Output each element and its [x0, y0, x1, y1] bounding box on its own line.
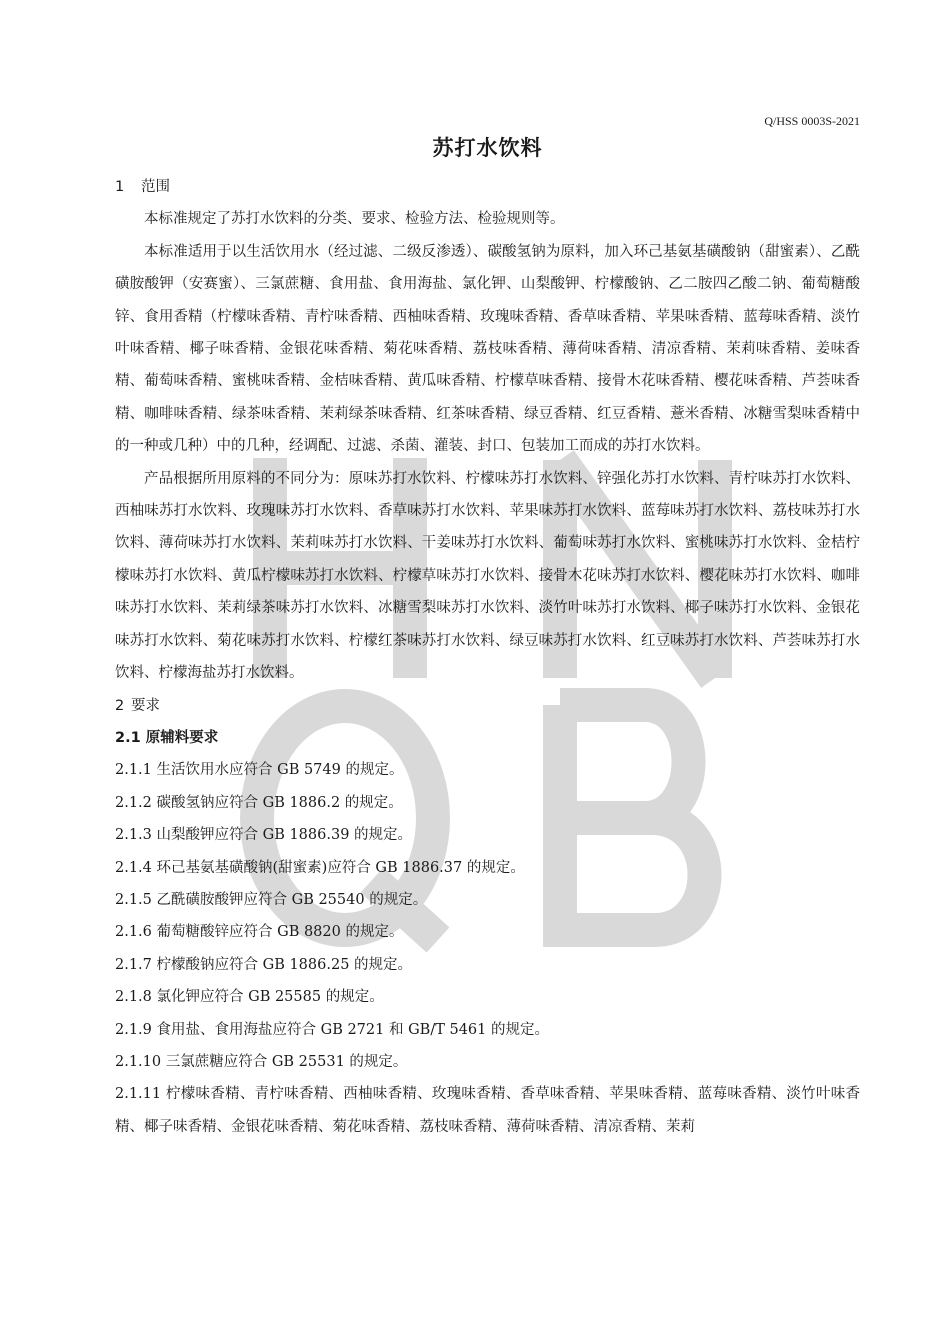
requirement-item: 2.1.11 柠檬味香精、青柠味香精、西柚味香精、玫瑰味香精、香草味香精、苹果味香精、蓝莓味香精、淡竹叶味香精、椰子味香精、金银花味香精、菊花味香精、荔枝味香精、薄荷味香精、清凉香精、茉莉: [115, 1086, 860, 1135]
requirement-item: 2.1.10 三氯蔗糖应符合 GB 25531 的规定。: [115, 1053, 408, 1070]
requirement-item: 2.1.7 柠檬酸钠应符合 GB 1886.25 的规定。: [115, 956, 413, 973]
requirement-item: 2.1.8 氯化钾应符合 GB 25585 的规定。: [115, 989, 384, 1006]
requirement-item: 2.1.5 乙酰磺胺酸钾应符合 GB 25540 的规定。: [115, 891, 428, 908]
requirement-item: 2.1.2 碳酸氢钠应符合 GB 1886.2 的规定。: [115, 794, 403, 811]
section-requirements-heading: [115, 690, 860, 722]
requirement-item: 2.1.1 生活饮用水应符合 GB 5749 的规定。: [115, 762, 404, 779]
scope-paragraph: 本标准规定了苏打水饮料的分类、要求、检验方法、检验规则等。: [144, 211, 565, 228]
scope-paragraph: 产品根据所用原料的不同分为：原味苏打水饮料、柠檬味苏打水饮料、锌强化苏打水饮料、青柠味苏打水饮料、西柚味苏打水饮料、玫瑰味苏打水饮料、香草味苏打水饮料、苹果味苏打水饮料、蓝莓味苏打水饮料、荔枝味苏打水饮料、薄荷味苏打水饮料、茉莉味苏打水饮料、干姜味苏打水饮料、葡萄味苏打水饮料、蜜桃味苏打水饮料、金桔柠檬味苏打水饮料、黄瓜柠檬味苏打水饮料、柠檬草味苏打水饮料、接骨木花味苏打水饮料、樱花味苏打水饮料、咖啡味苏打水饮料、茉莉绿茶味苏打水饮料、冰糖雪梨味苏打水饮料、淡竹叶味苏打水饮料、椰子味苏打水饮料、金银花味苏打水饮料、菊花味苏打水饮料、柠檬红茶味苏打水饮料、绿豆味苏打水饮料、红豆味苏打水饮料、芦荟味苏打水饮料、柠檬海盐苏打水饮料。: [115, 470, 860, 682]
scope-paragraph: 本标准适用于以生活饮用水（经过滤、二级反渗透）、碳酸氢钠为原料，加入环己基氨基磺酸钠（甜蜜素）、乙酰磺胺酸钾（安赛蜜）、三氯蔗糖、食用盐、食用海盐、氯化钾、山梨酸钾、柠檬酸钠、乙二胺四乙酸二钠、葡萄糖酸锌、食用香精（柠檬味香精、青柠味香精、西柚味香精、玫瑰味香精、香草味香精、苹果味香精、蓝莓味香精、淡竹叶味香精、椰子味香精、金银花味香精、菊花味香精、荔枝味香精、薄荷味香精、清凉香精、茉莉味香精、姜味香精、葡萄味香精、蜜桃味香精、金桔味香精、黄瓜味香精、柠檬草味香精、接骨木花味香精、樱花味香精、芦荟味香精、咖啡味香精、绿茶味香精、茉莉绿茶味香精、红茶味香精、绿豆香精、红豆香精、薏米香精、冰糖雪梨味香精中的一种或几种）中的几种，经调配、过滤、杀菌、灌装、封口、包装加工而成的苏打水饮料。: [115, 243, 860, 455]
requirement-item: 2.1.9 食用盐、食用海盐应符合 GB 2721 和 GB/T 5461 的规定。: [115, 1021, 549, 1038]
section-scope-heading: [115, 171, 860, 203]
section-number: 2: [115, 697, 125, 714]
requirement-item: 2.1.3 山梨酸钾应符合 GB 1886.39 的规定。: [115, 827, 413, 844]
section-title: 要求: [131, 697, 160, 714]
standard-code: Q/HSS 0003S-2021: [764, 114, 860, 128]
section-number: 1: [115, 179, 125, 195]
subsection-heading: [115, 722, 860, 754]
document-title: 苏打水饮料: [432, 136, 543, 160]
document-body: [115, 171, 860, 1143]
subsection-title: 原辅料要求: [145, 729, 219, 746]
section-title: 范围: [141, 179, 170, 195]
requirement-item: 2.1.6 葡萄糖酸锌应符合 GB 8820 的规定。: [115, 924, 404, 941]
requirement-item: 2.1.4 环己基氨基磺酸钠(甜蜜素)应符合 GB 1886.37 的规定。: [115, 859, 525, 876]
subsection-number: 2.1: [115, 729, 141, 746]
